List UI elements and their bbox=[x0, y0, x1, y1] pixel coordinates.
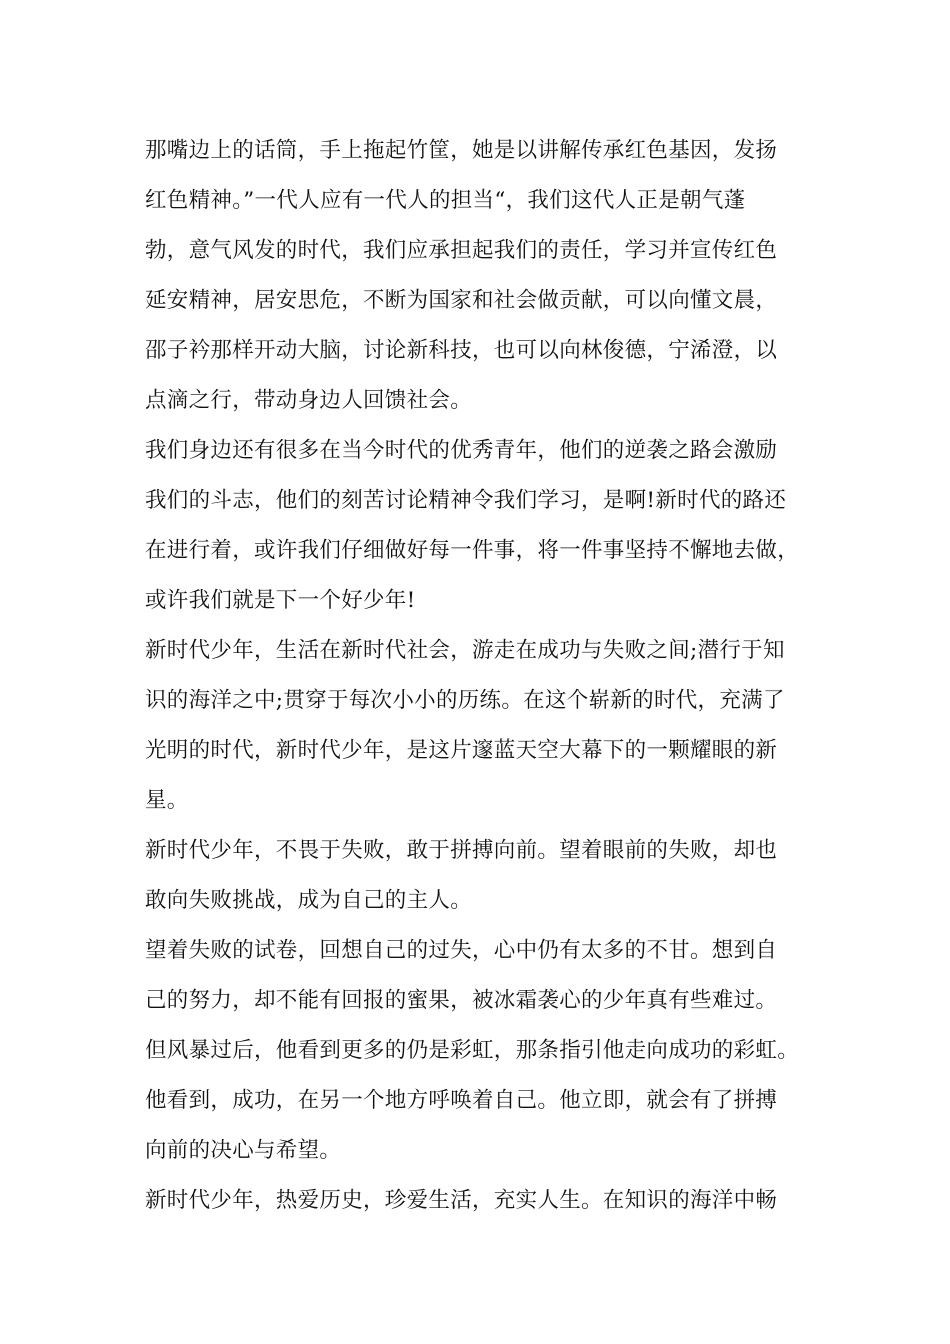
text-line: 星。 bbox=[145, 788, 189, 813]
text-line: 但风暴过后，他看到更多的仍是彩虹，那条指引他走向成功的彩虹。 bbox=[145, 1038, 800, 1063]
text-line: 我们的斗志，他们的刻苦讨论精神令我们学习，是啊!新时代的路还 bbox=[145, 488, 787, 513]
text-line: 红色精神。”一代人应有一代人的担当“，我们这代人正是朝气蓬 bbox=[145, 188, 746, 213]
text-line: 光明的时代，新时代少年，是这片邃蓝天空大幕下的一颗耀眼的新 bbox=[145, 738, 778, 763]
text-line: 在进行着，或许我们仔细做好每一件事，将一件事坚持不懈地去做， bbox=[145, 538, 800, 563]
text-line: 向前的决心与希望。 bbox=[145, 1138, 342, 1163]
text-line: 新时代少年，热爱历史，珍爱生活，充实人生。在知识的海洋中畅 bbox=[145, 1188, 778, 1213]
text-line: 勃，意气风发的时代，我们应承担起我们的责任，学习并宣传红色 bbox=[145, 238, 778, 263]
text-line: 识的海洋之中;贯穿于每次小小的历练。在这个崭新的时代，充满了 bbox=[145, 688, 785, 713]
text-line: 点滴之行，带动身边人回馈社会。 bbox=[145, 388, 473, 413]
document-body-text bbox=[145, 126, 835, 1226]
text-line: 己的努力，却不能有回报的蜜果，被冰霜袭心的少年真有些难过。 bbox=[145, 988, 778, 1013]
text-line: 新时代少年，不畏于失败，敢于拼搏向前。望着眼前的失败，却也 bbox=[145, 838, 778, 863]
text-line: 邵子衿那样开动大脑，讨论新科技，也可以向林俊德，宁浠澄，以 bbox=[145, 338, 778, 363]
text-line: 望着失败的试卷，回想自己的过失，心中仍有太多的不甘。想到自 bbox=[145, 938, 778, 963]
text-line: 他看到，成功，在另一个地方呼唤着自己。他立即，就会有了拼搏 bbox=[145, 1088, 778, 1113]
text-line: 敢向失败挑战，成为自己的主人。 bbox=[145, 888, 473, 913]
text-line: 延安精神，居安思危，不断为国家和社会做贡献，可以向懂文晨， bbox=[145, 288, 778, 313]
text-line: 或许我们就是下一个好少年! bbox=[145, 588, 416, 613]
text-line: 那嘴边上的话筒，手上拖起竹筐，她是以讲解传承红色基因，发扬 bbox=[145, 138, 778, 163]
text-line: 我们身边还有很多在当今时代的优秀青年，他们的逆袭之路会激励 bbox=[145, 438, 778, 463]
text-line: 新时代少年，生活在新时代社会，游走在成功与失败之间;潜行于知 bbox=[145, 638, 785, 663]
